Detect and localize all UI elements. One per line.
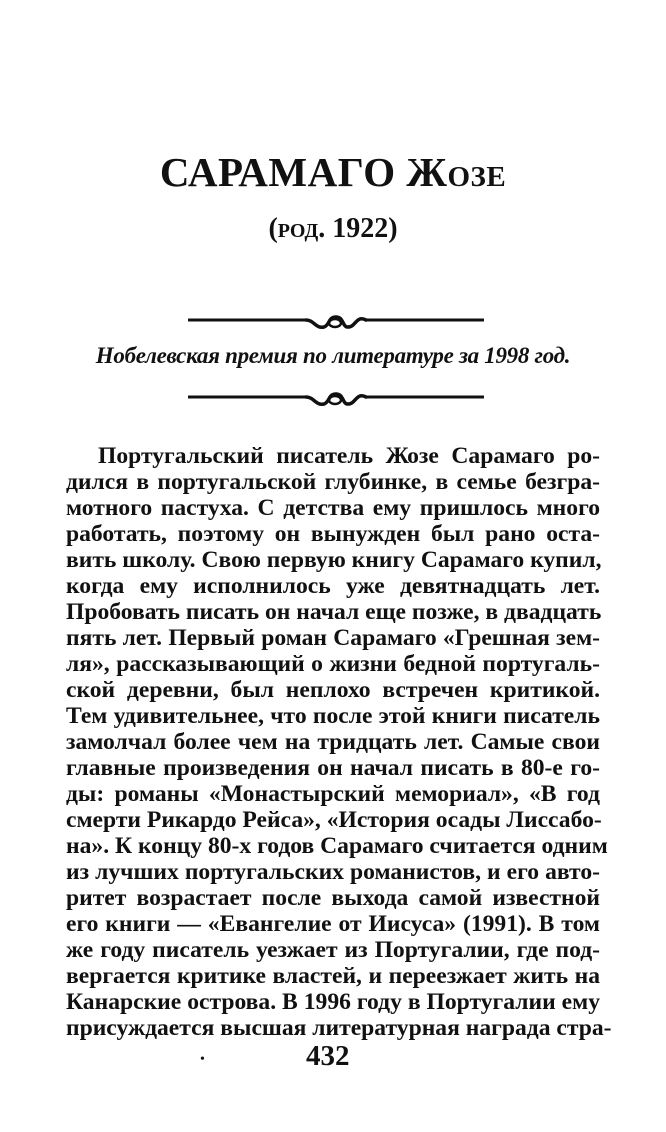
paragraph-line: присуждается высшая литературная награда стра- bbox=[66, 1015, 612, 1041]
paragraph-line: главные произведения он начал писать в 80-е го- bbox=[66, 755, 600, 781]
paragraph-line: же году писатель уезжает из Португалии, где под- bbox=[66, 937, 600, 963]
page-title bbox=[0, 148, 666, 196]
paragraph-line: когда ему исполнилось уже девятнадцать лет. bbox=[66, 573, 600, 599]
paragraph-line: пять лет. Первый роман Сарамаго «Грешная зем- bbox=[66, 625, 600, 651]
paragraph-line: замолчал более чем на тридцать лет. Самые свои bbox=[66, 729, 600, 755]
paragraph-line: ской деревни, был неплохо встречен критикой. bbox=[66, 677, 600, 703]
author-dates bbox=[0, 213, 666, 245]
paragraph-line: Тем удивительнее, что после этой книги писатель bbox=[66, 703, 600, 729]
paragraph-line: работать, поэтому он вынужден был рано оста- bbox=[66, 521, 600, 547]
paragraph-line: ритет возрастает после выхода самой известной bbox=[66, 885, 600, 911]
paragraph-line: Канарские острова. В 1996 году в Португалии ему bbox=[66, 989, 600, 1015]
paragraph-line: Португальский писатель Жозе Сарамаго ро- bbox=[98, 443, 600, 469]
biography-paragraph bbox=[66, 443, 612, 1041]
author-surname: САРАМАГО bbox=[159, 149, 396, 195]
author-given-name: Жозе bbox=[406, 149, 507, 195]
paragraph-line: вергается критике властей, и переезжает жить на bbox=[66, 963, 600, 989]
paragraph-line: из лучших португальских романистов, и его авто- bbox=[66, 859, 600, 885]
paragraph-line: ля», рассказывающий о жизни бедной португаль- bbox=[66, 651, 600, 677]
footer-mark: • bbox=[200, 1052, 205, 1067]
paragraph-line: вить школу. Свою первую книгу Сарамаго купил, bbox=[66, 547, 602, 573]
page-number: 432 bbox=[306, 1040, 350, 1072]
paragraph-line: на». К концу 80-х годов Сарамаго считается одним bbox=[66, 833, 608, 859]
scroll-flourish-icon bbox=[188, 384, 484, 410]
nobel-prize-caption: Нобелевская премия по литературе за 1998 год. bbox=[95, 343, 571, 368]
paragraph-line: его книги — «Евангелие от Иисуса» (1991). В том bbox=[66, 911, 600, 937]
scroll-flourish-icon bbox=[188, 307, 484, 333]
paragraph-line: дился в португальской глубинке, в семье безгра- bbox=[66, 469, 600, 495]
paragraph-line: Пробовать писать он начал еще позже, в двадцать bbox=[66, 599, 602, 625]
paragraph-line: мотного пастуха. С детства ему пришлось много bbox=[66, 495, 600, 521]
paragraph-line: ды: романы «Монастырский мемориал», «В год bbox=[66, 781, 600, 807]
page-footer bbox=[0, 1040, 666, 1080]
paragraph-line: смерти Рикардо Рейса», «История осады Лиссабо- bbox=[66, 807, 602, 833]
dates-text: (род. 1922) bbox=[268, 213, 398, 244]
